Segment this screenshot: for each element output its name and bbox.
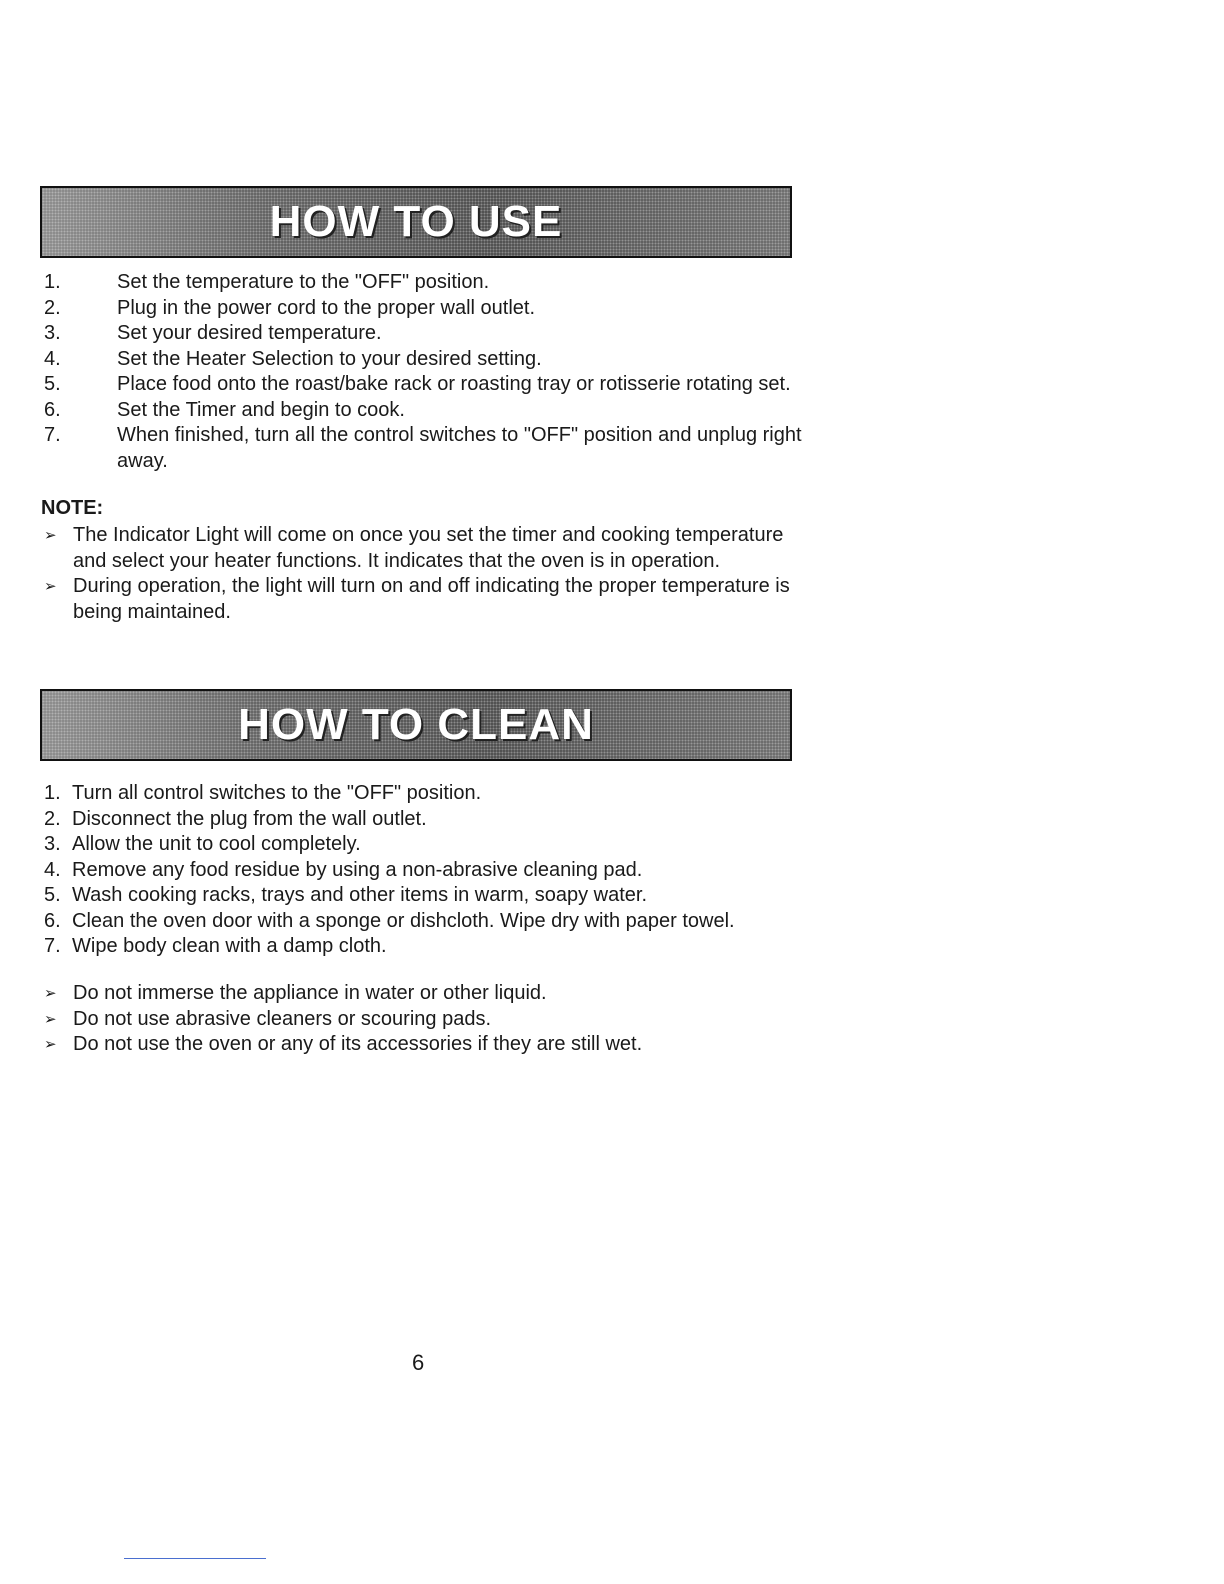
how-to-use-steps <box>44 270 804 474</box>
list-item: 2. Disconnect the plug from the wall outlet. <box>44 807 427 830</box>
list-item: 2. Plug in the power cord to the proper wall outlet. <box>44 296 536 319</box>
note-label: NOTE: <box>41 497 104 519</box>
list-item: 7. Wipe body clean with a damp cloth. <box>44 935 387 957</box>
arrow-bullet-icon: ➢ <box>44 578 57 595</box>
arrow-bullet-icon: ➢ <box>44 1010 57 1028</box>
list-item: 3. Set your desired temperature. <box>44 322 382 344</box>
list-item: ➢ Do not use the oven or any of its accessories if they are still wet. <box>41 1032 801 1058</box>
list-item: 4. Remove any food residue by using a non-abrasive cleaning pad. <box>44 858 643 881</box>
how-to-clean-banner <box>40 689 792 761</box>
list-item: 1. Turn all control switches to the "OFF" position. <box>44 782 482 804</box>
footer-divider <box>124 1558 266 1559</box>
arrow-bullet-icon: ➢ <box>44 527 57 544</box>
arrow-bullet-icon: ➢ <box>44 1036 57 1053</box>
list-item: ➢ Do not immerse the appliance in water or other liquid. <box>41 981 801 1007</box>
arrow-bullet-icon: ➢ <box>44 985 57 1002</box>
note-bullets <box>41 523 801 625</box>
how-to-clean-title: HOW TO CLEAN <box>238 700 594 749</box>
list-item: 5. Wash cooking racks, trays and other items in warm, soapy water. <box>44 884 648 906</box>
page-number: 6 <box>412 1350 425 1375</box>
list-item: ➢ The Indicator Light will come on once you set the timer and cooking temperature and select your heater functions. It indicates that the oven is in operation. <box>44 524 784 572</box>
cleaning-warnings <box>41 981 801 1058</box>
list-item: 7. When finished, turn all the control switches to "OFF" position and unplug right away. <box>44 424 802 472</box>
list-item: 5. Place food onto the roast/bake rack or roasting tray or rotisserie rotating set. <box>44 373 791 395</box>
list-item: ➢ During operation, the light will turn on and off indicating the proper temperature is being maintained. <box>44 575 790 623</box>
list-item: 6. Set the Timer and begin to cook. <box>44 398 405 421</box>
list-item: 4. Set the Heater Selection to your desired setting. <box>44 347 542 370</box>
list-item: 1. Set the temperature to the "OFF" position. <box>44 271 490 293</box>
list-item: 6. Clean the oven door with a sponge or dishcloth. Wipe dry with paper towel. <box>44 909 735 932</box>
how-to-use-title: HOW TO USE <box>269 197 563 246</box>
list-item: 3. Allow the unit to cool completely. <box>44 833 361 855</box>
how-to-clean-steps <box>44 781 804 960</box>
list-item: ➢ Do not use abrasive cleaners or scouring pads. <box>41 1007 801 1033</box>
how-to-use-banner <box>40 186 792 258</box>
